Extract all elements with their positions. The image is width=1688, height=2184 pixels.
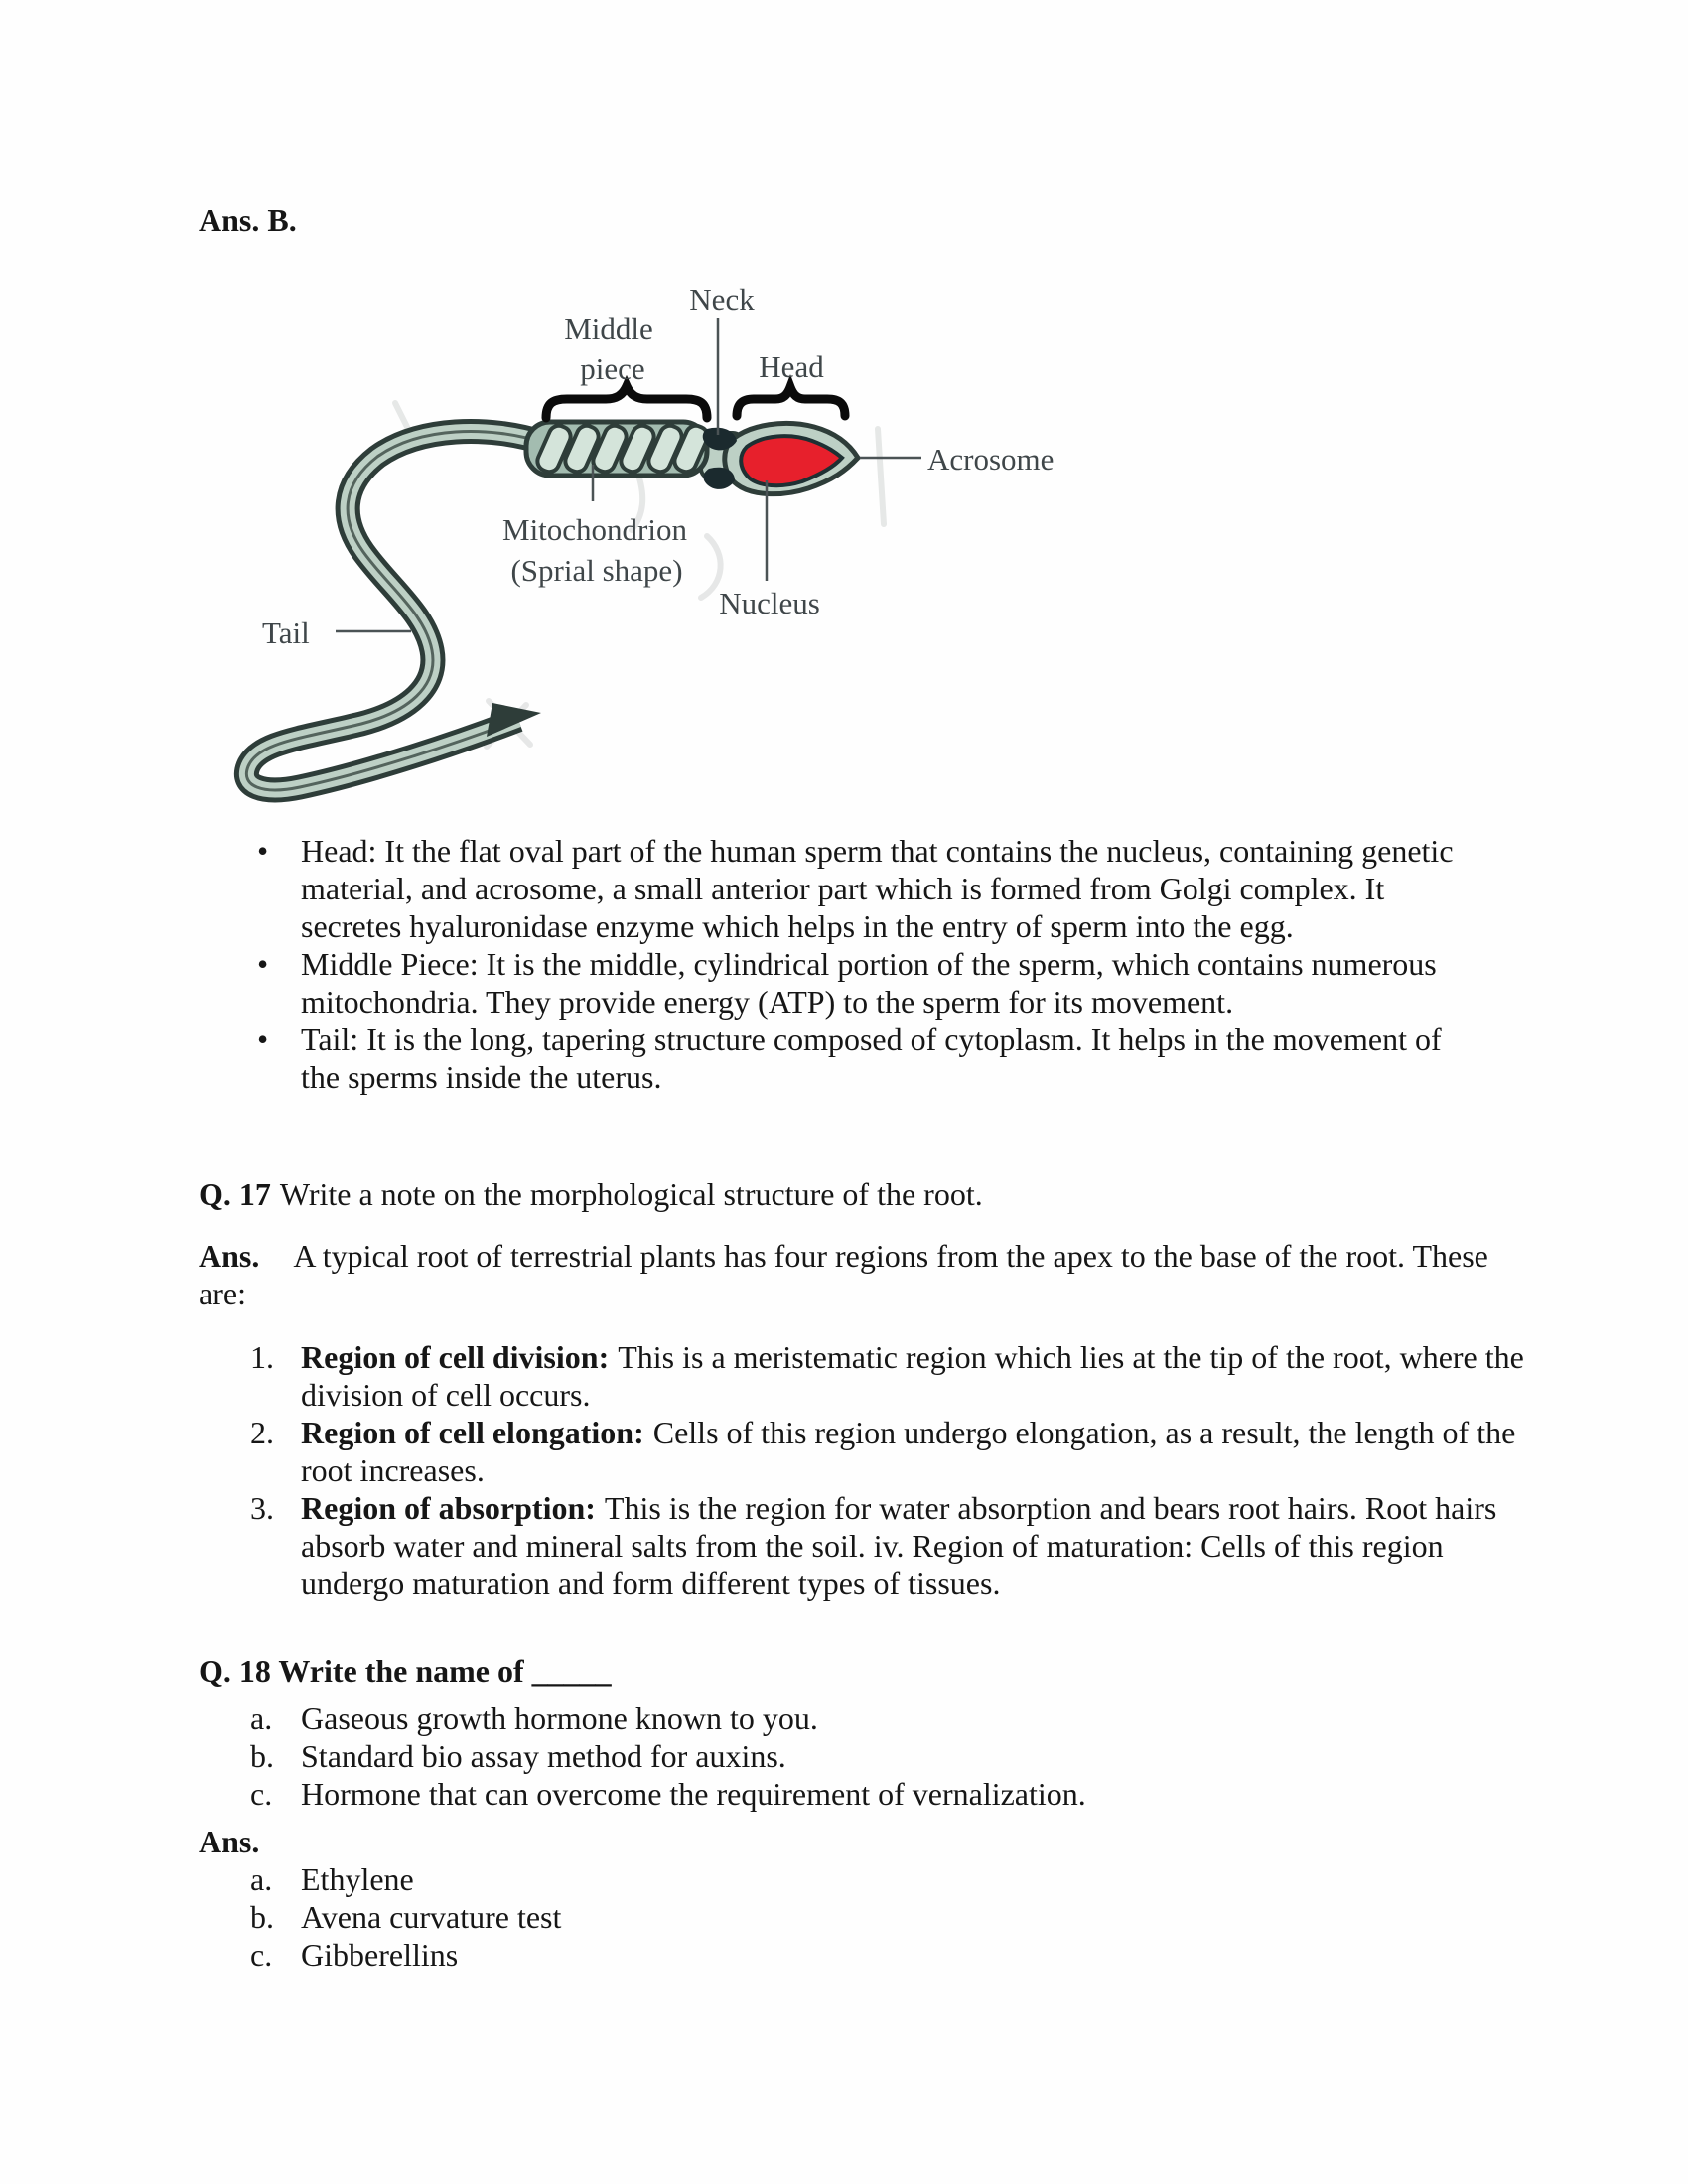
- bracket-middle-piece: [546, 386, 707, 418]
- middle-piece-label-bottom: piece: [580, 351, 645, 386]
- region-item: [250, 1489, 1531, 1602]
- answer-text: A typical root of terrestrial plants has four regions from the apex to the base of the root. These are:: [199, 1238, 1488, 1311]
- list-item-head: [253, 832, 1484, 945]
- region-text: This is a meristematic region which lies at the tip of the root, where the division of cell occurs.: [301, 1339, 1524, 1413]
- region-label: Region of absorption:: [301, 1490, 596, 1526]
- acrosome-label: Acrosome: [927, 442, 1055, 477]
- question-18-answers: [250, 1860, 1531, 1974]
- sperm-parts-list: [253, 832, 1484, 1096]
- question-18-heading: Q. 18 Write the name of _____: [199, 1653, 612, 1689]
- region-text: Cells of this region undergo elongation, as a result, the length of the root increases.: [301, 1415, 1516, 1488]
- sperm-diagram: [179, 248, 1092, 824]
- question-18-item: [250, 1775, 1531, 1813]
- question-18-answer-item: [250, 1936, 1531, 1974]
- root-regions-list: [250, 1338, 1531, 1602]
- answer-label: Ans.: [199, 1238, 260, 1274]
- question-18-answer-item: [250, 1898, 1531, 1936]
- mitochondrion-label-top: Mitochondrion: [502, 512, 687, 547]
- bracket-head: [737, 387, 845, 416]
- question-18-answer-item: [250, 1860, 1531, 1898]
- head-shape: [725, 423, 858, 493]
- answer-item-text: Avena curvature test: [301, 1899, 562, 1935]
- question-17-answer: [199, 1237, 1519, 1312]
- region-item: [250, 1338, 1531, 1414]
- bullet-text: Middle Piece: It is the middle, cylindrical portion of the sperm, which contains numerous mitochondria. They provide energy (ATP) to the sperm for its movement.: [301, 946, 1437, 1020]
- question-18-item: [250, 1700, 1531, 1737]
- question-18-item: [250, 1737, 1531, 1775]
- middle-piece-shape: [526, 422, 711, 476]
- nucleus-label: Nucleus: [719, 586, 820, 620]
- region-label: Region of cell elongation:: [301, 1415, 644, 1450]
- mitochondrion-label-bottom: (Sprial shape): [510, 553, 683, 588]
- question-17-heading: [199, 1175, 983, 1213]
- item-text: Gaseous growth hormone known to you.: [301, 1701, 818, 1736]
- list-item-middle-piece: [253, 945, 1484, 1021]
- answer-item-text: Ethylene: [301, 1861, 414, 1897]
- answer-b-label: Ans. B.: [199, 203, 297, 238]
- region-text: This is the region for water absorption and bears root hairs. Root hairs absorb water and mineral salts from the soil. iv. Region of maturation: Cells of this region undergo maturation and form different types of tissues.: [301, 1490, 1497, 1601]
- question-18-items: [250, 1700, 1531, 1813]
- tail-label: Tail: [262, 615, 310, 650]
- question-17-number: Q. 17: [199, 1176, 271, 1212]
- answer-item-text: Gibberellins: [301, 1937, 459, 1973]
- question-17-text: Write a note on the morphological structure of the root.: [279, 1176, 983, 1212]
- bullet-text: Head: It the flat oval part of the human sperm that contains the nucleus, containing genetic material, and acrosome, a small anterior part which is formed from Golgi complex. It secretes hyaluronidase enzyme which helps in the entry of sperm into the egg.: [301, 833, 1454, 944]
- tail-shape: [246, 431, 544, 789]
- bullet-text: Tail: It is the long, tapering structure composed of cytoplasm. It helps in the movement of the sperms inside the uterus.: [301, 1022, 1442, 1095]
- neck-label: Neck: [689, 282, 755, 317]
- region-item: [250, 1414, 1531, 1489]
- item-text: Standard bio assay method for auxins.: [301, 1738, 786, 1774]
- list-item-tail: [253, 1021, 1484, 1096]
- item-text: Hormone that can overcome the requirement of vernalization.: [301, 1776, 1086, 1812]
- question-18-answer-label: Ans.: [199, 1824, 260, 1859]
- head-label: Head: [759, 349, 824, 384]
- middle-piece-label-top: Middle: [564, 311, 653, 345]
- region-label: Region of cell division:: [301, 1339, 610, 1375]
